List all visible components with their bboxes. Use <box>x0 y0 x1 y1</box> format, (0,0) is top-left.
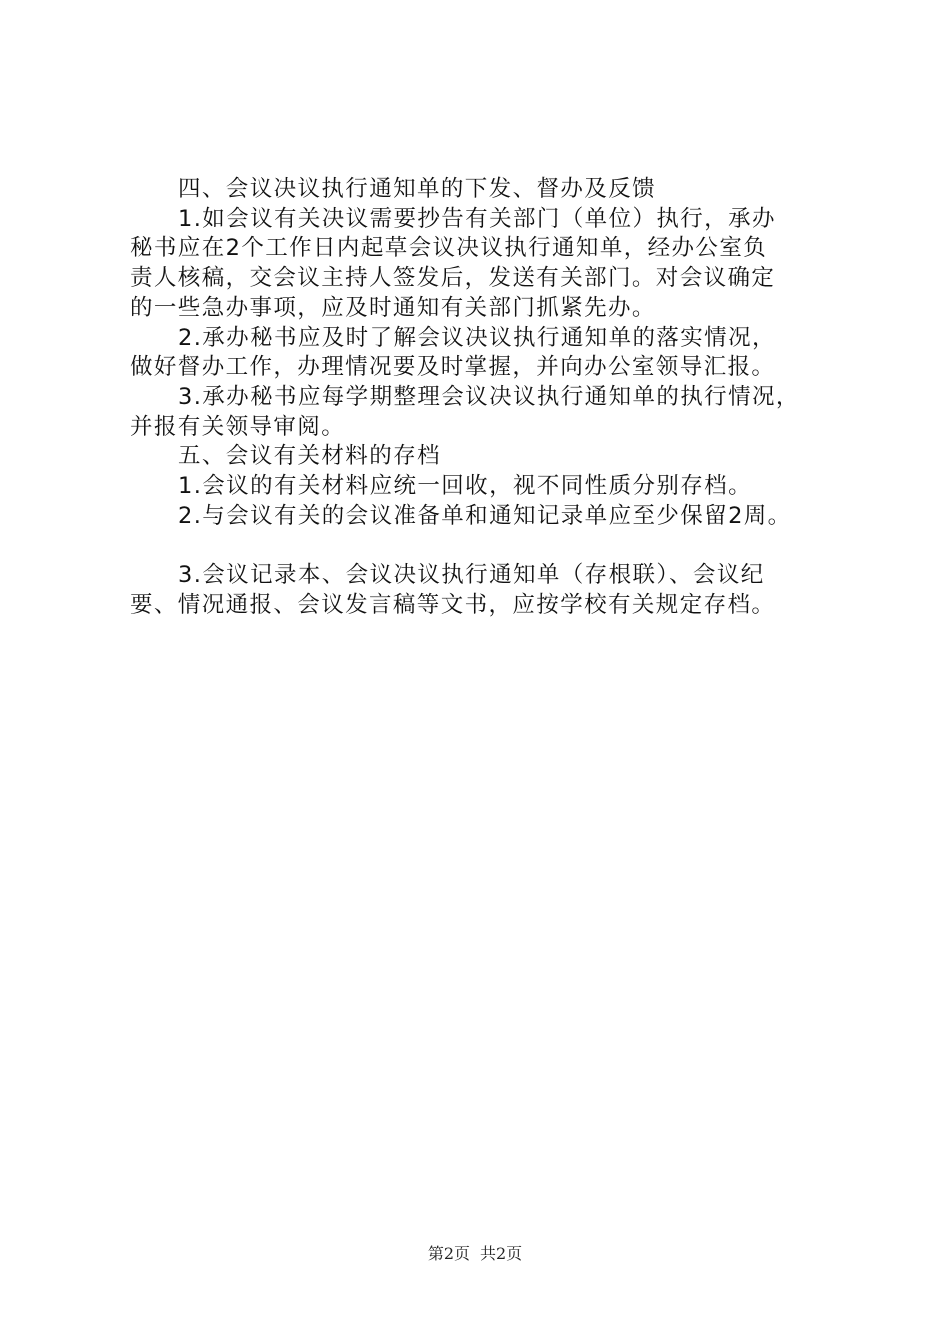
section-heading-5: 五、会议有关材料的存档 <box>178 443 441 470</box>
paragraph-line: 并报有关领导审阅。 <box>130 413 346 440</box>
paragraph-line: 做好督办工作，办理情况要及时掌握，并向办公室领导汇报。 <box>130 354 776 381</box>
paragraph-line: 2.与会议有关的会议准备单和通知记录单应至少保留2周。 <box>178 502 792 529</box>
paragraph-line: 1.会议的有关材料应统一回收，视不同性质分别存档。 <box>178 473 752 500</box>
document-body <box>130 175 860 621</box>
paragraph-line: 秘书应在2个工作日内起草会议决议执行通知单，经办公室负 <box>130 235 768 262</box>
page-footer <box>0 1244 950 1264</box>
page-total: 共2页 <box>480 1244 523 1263</box>
paragraph-line: 1.如会议有关决议需要抄告有关部门（单位）执行，承办 <box>178 205 776 232</box>
paragraph-line: 责人核稿，交会议主持人签发后，发送有关部门。对会议确定 <box>130 265 776 292</box>
paragraph-line: 3.承办秘书应每学期整理会议决议执行通知单的执行情况， <box>178 383 800 410</box>
paragraph-line: 的一些急办事项，应及时通知有关部门抓紧先办。 <box>130 294 656 321</box>
section-heading-4: 四、会议决议执行通知单的下发、督办及反馈 <box>178 176 657 202</box>
page-number: 第2页 <box>427 1244 470 1263</box>
paragraph-line: 要、情况通报、会议发言稿等文书，应按学校有关规定存档。 <box>130 592 776 619</box>
paragraph-line: 2.承办秘书应及时了解会议决议执行通知单的落实情况， <box>178 324 776 351</box>
paragraph-gap <box>130 531 860 561</box>
paragraph-line: 3.会议记录本、会议决议执行通知单（存根联）、会议纪 <box>178 562 765 589</box>
